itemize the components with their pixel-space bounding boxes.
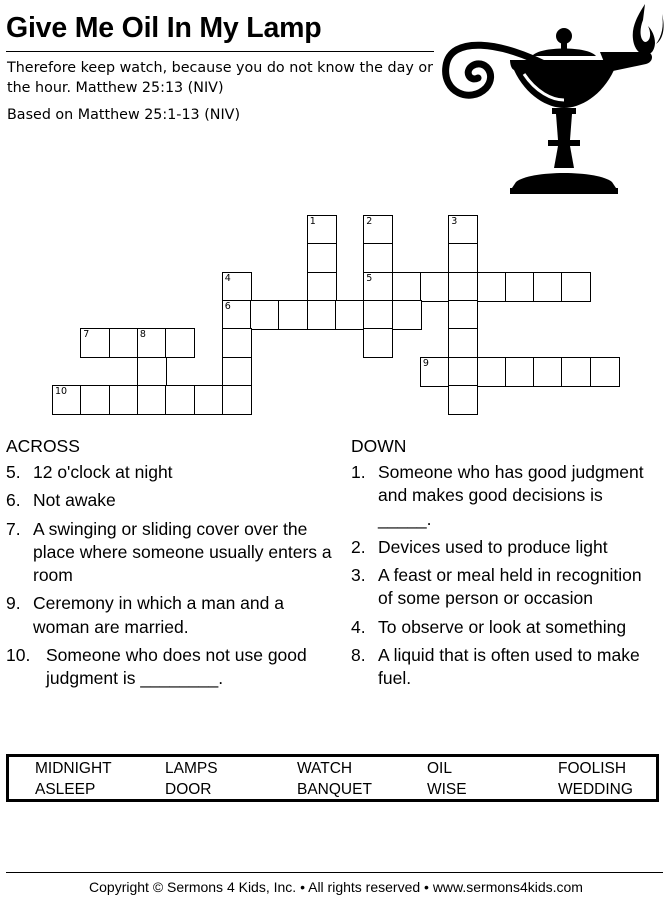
word-bank-item: DOOR <box>165 781 212 798</box>
crossword-cell[interactable] <box>363 300 393 330</box>
copyright-footer: Copyright © Sermons 4 Kids, Inc. • All rights reserved • www.sermons4kids.com <box>89 879 583 895</box>
down-clue-8: 8. A liquid that is often used to make fuel. <box>351 645 640 689</box>
crossword-cell[interactable] <box>222 357 252 387</box>
clue-number: 9 <box>422 357 429 369</box>
footer-divider <box>6 872 663 873</box>
word-bank-item: WATCH <box>297 760 353 777</box>
down-clue-2: 2. Devices used to produce light <box>351 536 608 557</box>
crossword-cell[interactable] <box>137 328 167 358</box>
crossword-cell[interactable] <box>392 272 422 302</box>
crossword-cell[interactable] <box>52 385 82 415</box>
clue-number: 8 <box>139 329 146 341</box>
crossword-cell[interactable] <box>477 272 507 302</box>
crossword-cell[interactable] <box>448 328 478 358</box>
word-bank-item: ASLEEP <box>35 781 96 798</box>
word-bank <box>6 754 659 802</box>
down-clues <box>351 436 661 696</box>
down-clue-4: 4. To observe or look at something <box>351 616 627 637</box>
crossword-cell[interactable] <box>335 300 365 330</box>
down-clue-1: 1. Someone who has good judgment and makes good decisions is _____. <box>351 462 644 529</box>
scripture-reference: Based on Matthew 25:1-13 (NIV) <box>7 107 241 123</box>
clue-number: 3 <box>451 216 458 227</box>
across-clue-10: 10. Someone who does not use good judgment is ________. <box>6 645 307 689</box>
word-bank-item: OIL <box>427 760 452 777</box>
clue-number: 7 <box>83 329 90 341</box>
crossword-cell[interactable] <box>590 357 620 387</box>
bible-verse: Therefore keep watch, because you do not know the day or the hour. Matthew 25:13 (NIV) <box>7 60 433 96</box>
crossword-cell[interactable] <box>392 300 422 330</box>
crossword-cell[interactable] <box>420 272 450 302</box>
word-bank-item: LAMPS <box>165 760 218 777</box>
crossword-cell[interactable] <box>80 328 110 358</box>
crossword-cell[interactable] <box>561 272 591 302</box>
crossword-cell[interactable] <box>307 300 337 330</box>
crossword-cell[interactable] <box>561 357 591 387</box>
clue-number: 6 <box>224 300 231 312</box>
crossword-cell[interactable] <box>80 385 110 415</box>
word-bank-item: MIDNIGHT <box>35 760 112 777</box>
crossword-cell[interactable] <box>448 243 478 273</box>
crossword-cell[interactable] <box>363 272 393 302</box>
crossword-cell[interactable] <box>363 215 393 245</box>
clue-number: 1 <box>309 216 316 227</box>
crossword-cell[interactable] <box>533 272 563 302</box>
crossword-cell[interactable] <box>222 272 252 302</box>
crossword-cell[interactable] <box>307 272 337 302</box>
crossword-cell[interactable] <box>278 300 308 330</box>
word-bank-item: BANQUET <box>297 781 372 798</box>
across-clue-6: 6. Not awake <box>6 490 116 511</box>
word-bank-item: FOOLISH <box>558 760 627 777</box>
clue-number: 4 <box>224 272 231 284</box>
crossword-cell[interactable] <box>363 328 393 358</box>
crossword-cell[interactable] <box>222 300 252 330</box>
crossword-cell[interactable] <box>505 272 535 302</box>
crossword-cell[interactable] <box>165 328 195 358</box>
crossword-cell[interactable] <box>420 357 450 387</box>
crossword-cell[interactable] <box>477 357 507 387</box>
crossword-cell[interactable] <box>307 215 337 245</box>
crossword-grid <box>0 0 672 430</box>
clue-number: 2 <box>366 216 373 227</box>
crossword-cell[interactable] <box>448 272 478 302</box>
across-clue-9: 9. Ceremony in which a man and a woman are married. <box>6 593 284 637</box>
crossword-cell[interactable] <box>137 385 167 415</box>
down-clue-3: 3. A feast or meal held in recognition of some person or occasion <box>351 565 642 609</box>
page-title: Give Me Oil In My Lamp <box>6 12 322 44</box>
clue-number: 10 <box>55 385 68 397</box>
across-heading: ACROSS <box>6 436 80 456</box>
crossword-cell[interactable] <box>448 300 478 330</box>
crossword-cell[interactable] <box>250 300 280 330</box>
crossword-cell[interactable] <box>109 385 139 415</box>
crossword-cell[interactable] <box>448 357 478 387</box>
crossword-cell[interactable] <box>137 357 167 387</box>
crossword-cell[interactable] <box>363 243 393 273</box>
crossword-cell[interactable] <box>505 357 535 387</box>
crossword-cell[interactable] <box>222 385 252 415</box>
across-clue-7: 7. A swinging or sliding cover over the place where someone usually enters a room <box>6 518 332 586</box>
down-heading: DOWN <box>351 436 407 456</box>
crossword-cell[interactable] <box>307 243 337 273</box>
word-bank-item: WEDDING <box>558 781 633 798</box>
across-clues <box>6 436 336 696</box>
word-bank-item: WISE <box>427 781 467 798</box>
crossword-cell[interactable] <box>448 215 478 245</box>
crossword-cell[interactable] <box>448 385 478 415</box>
crossword-cell[interactable] <box>533 357 563 387</box>
clue-number: 5 <box>366 272 373 284</box>
crossword-cell[interactable] <box>222 328 252 358</box>
across-clue-5: 5. 12 o'clock at night <box>6 462 173 482</box>
crossword-cell[interactable] <box>109 328 139 358</box>
crossword-cell[interactable] <box>165 385 195 415</box>
crossword-cell[interactable] <box>194 385 224 415</box>
